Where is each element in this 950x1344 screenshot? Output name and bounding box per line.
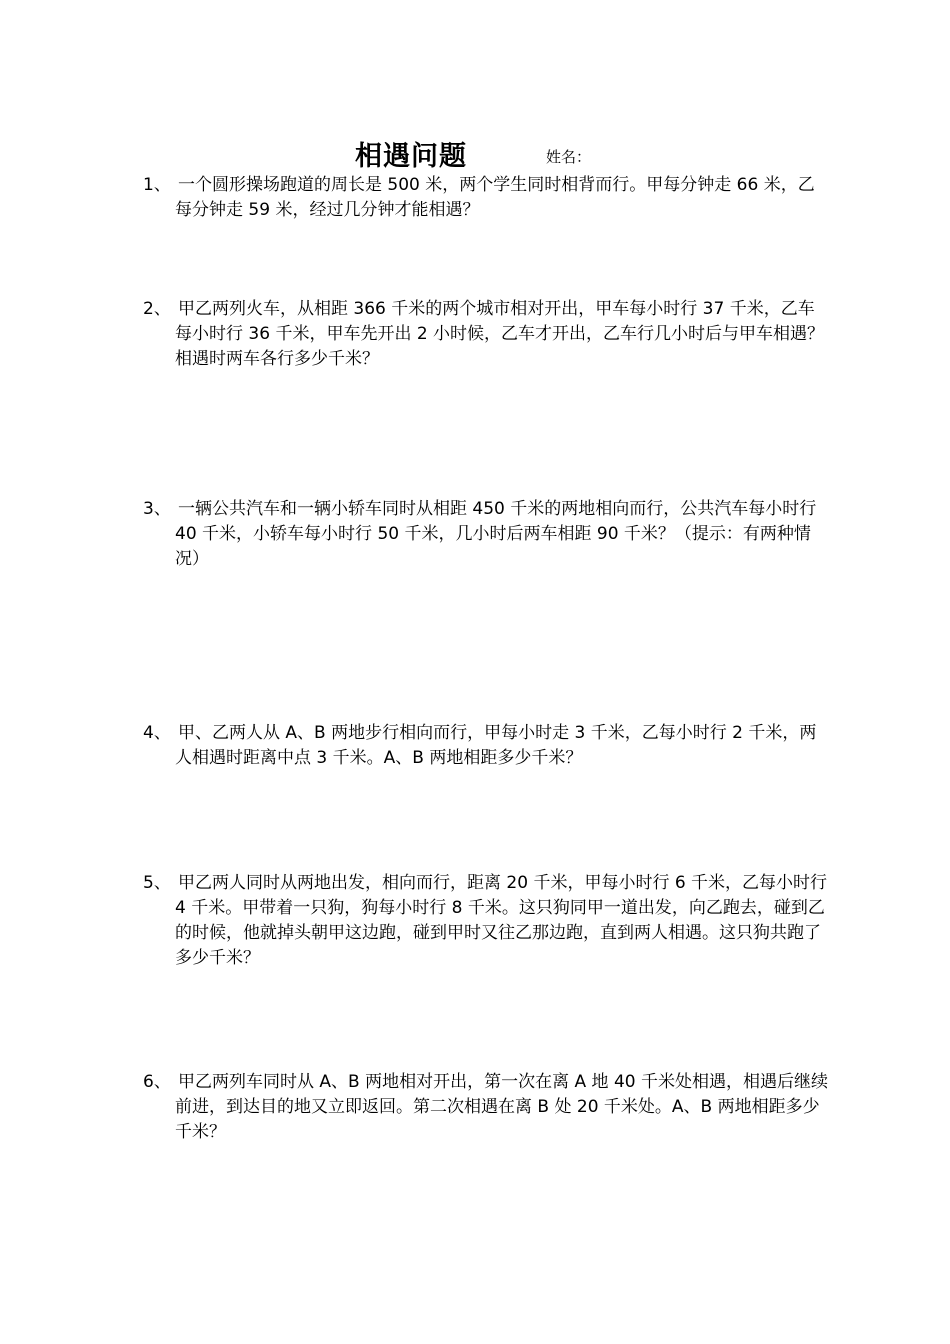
name-label: 姓名：: [546, 148, 592, 166]
question-1: [143, 173, 828, 223]
question-number: 1、: [143, 175, 171, 195]
question-number: 4、: [143, 723, 171, 743]
question-4: [143, 721, 828, 771]
worksheet-title: 相遇问题: [355, 141, 467, 172]
question-text: 甲乙两人同时从两地出发，相向而行，距离 20 千米，甲每小时行 6 千米，乙每小时行 4 千米。甲带着一只狗，狗每小时行 8 千米。这只狗同甲一道出发，向乙跑去，碰到乙的时候，他就掉头朝甲这边跑，碰到甲时又往乙那边跑，直到两人相遇。这只狗共跑了多少千米？: [175, 873, 828, 968]
question-text: 甲乙两列车同时从 A、B 两地相对开出，第一次在离 A 地 40 千米处相遇，相遇后继续前进，到达目的地又立即返回。第二次相遇在离 B 处 20 千米处。A、B 两地相距多少千米？: [175, 1072, 828, 1142]
question-text: 甲、乙两人从 A、B 两地步行相向而行，甲每小时走 3 千米，乙每小时行 2 千米，两人相遇时距离中点 3 千米。A、B 两地相距多少千米？: [175, 723, 817, 768]
question-3: [143, 497, 828, 572]
question-text: 甲乙两列火车，从相距 366 千米的两个城市相对开出，甲车每小时行 37 千米，乙车每小时行 36 千米，甲车先开出 2 小时候，乙车才开出，乙车行几小时后与甲车相遇？相遇时两车各行多少千米？: [175, 299, 825, 369]
question-2: [143, 297, 828, 372]
question-6: [143, 1070, 828, 1145]
question-text: 一个圆形操场跑道的周长是 500 米，两个学生同时相背而行。甲每分钟走 66 米，乙每分钟走 59 米，经过几分钟才能相遇？: [175, 175, 815, 220]
question-5: [143, 871, 828, 971]
question-text: 一辆公共汽车和一辆小轿车同时从相距 450 千米的两地相向而行，公共汽车每小时行 40 千米，小轿车每小时行 50 千米，几小时后两车相距 90 千米？（提示：有两种情况）: [175, 499, 817, 569]
question-number: 6、: [143, 1072, 171, 1092]
question-number: 3、: [143, 499, 171, 519]
question-number: 5、: [143, 873, 171, 893]
question-number: 2、: [143, 299, 171, 319]
